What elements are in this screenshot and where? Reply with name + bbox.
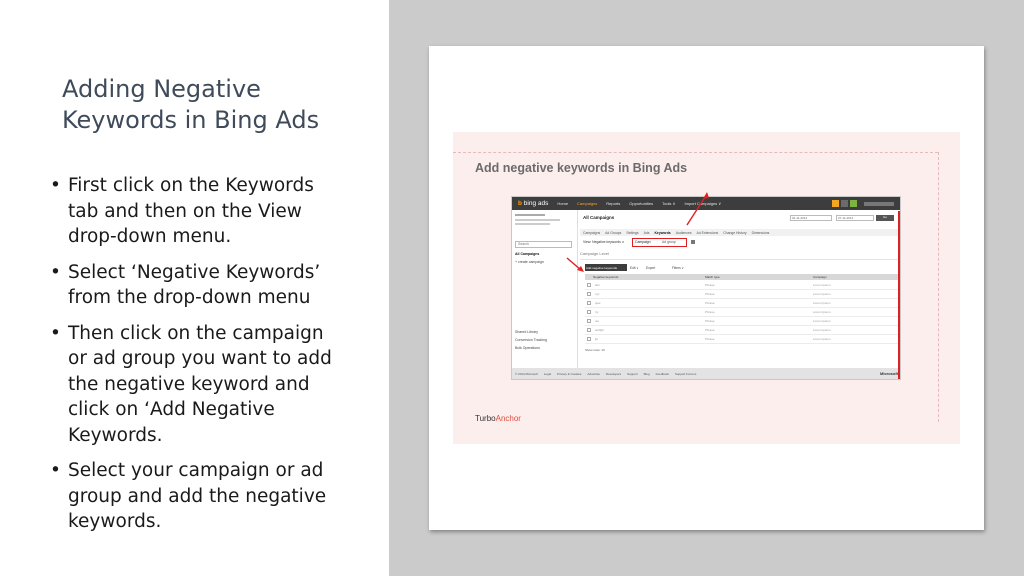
bing-logo-text: bing ads [523, 200, 549, 207]
bing-nav-reports: Reports [606, 201, 621, 206]
cell-keyword: asdfgh [595, 328, 605, 332]
bullet-dot-icon: • [50, 460, 61, 481]
edit-menu: Edit ∨ [630, 266, 639, 270]
cell-keyword: xyz [595, 292, 600, 296]
go-button: Go [876, 215, 894, 221]
bing-logo-mark: b [518, 200, 522, 207]
slide-title-line-2: Keywords in Bing Ads [62, 106, 320, 134]
turboanchor-logo [475, 414, 521, 423]
arrowhead-icon [703, 192, 709, 199]
tab-dimensions: Dimensions [751, 230, 770, 235]
figure-heading: Add negative keywords in Bing Ads [475, 161, 688, 175]
cell-match: Phrase [705, 292, 715, 296]
sidebar-all-campaigns: All Campaigns [515, 252, 540, 256]
bullet-text: Then click on the campaign or ad group you want to add the negative keyword and click on ‘Add Negative Keywords. [68, 322, 332, 446]
cell-keyword: rty [595, 310, 599, 314]
sidebar-bulk-operations: Bulk Operations [515, 346, 540, 350]
footer-link: Support [627, 372, 638, 376]
sidebar-conversion-tracking: Conversion Tracking [515, 338, 547, 342]
col-match-type: Match type [705, 275, 720, 279]
footer-link: Advertise [587, 372, 600, 376]
tab-ads: Ads [643, 230, 650, 235]
tab-keywords: Keywords [654, 230, 671, 235]
footer-link: Support Forums [674, 372, 697, 376]
add-negative-keywords-button: Add negative keywords [585, 264, 627, 271]
cell-campaign: Lorem Ipsum [813, 328, 831, 332]
footer-link: © 2014 Microsoft [515, 372, 538, 376]
tab-campaigns: Campaigns [583, 230, 601, 235]
cell-campaign: Lorem Ipsum [813, 319, 831, 323]
sidebar-create-campaign: + create campaign [515, 260, 544, 264]
bullet-text: First click on the Keywords tab and then on the View drop-down menu. [68, 175, 314, 247]
show-rows-select: Show rows: 10 [585, 348, 605, 352]
campaign-level-label: Campaign Level [580, 251, 609, 256]
cell-campaign: Lorem Ipsum [813, 310, 831, 314]
anchor-text: Anchor [495, 414, 521, 423]
cell-campaign: Lorem Ipsum [813, 292, 831, 296]
cell-match: Phrase [705, 283, 715, 287]
toggle-campaign: Campaign [635, 240, 651, 244]
bullet-dot-icon: • [50, 261, 61, 283]
cell-keyword: jkl [595, 337, 598, 341]
cell-match: Phrase [705, 328, 715, 332]
bing-nav-tools: Tools ∨ [662, 201, 676, 206]
tab-settings: Settings [626, 230, 639, 235]
cell-match: Phrase [705, 301, 715, 305]
footer-link: Legal [543, 372, 552, 376]
filters-menu: Filters ∨ [672, 266, 684, 270]
bullet-item [46, 321, 346, 449]
toggle-ad-group: Ad group [662, 240, 676, 244]
col-campaign: Campaign [813, 275, 827, 279]
cell-match: Phrase [705, 319, 715, 323]
tab-audiences: Audiences [675, 230, 692, 235]
bullet-item [46, 260, 346, 311]
figure-card [429, 46, 984, 530]
bing-nav-home: Home [557, 201, 569, 206]
bullet-dot-icon: • [50, 322, 61, 344]
export-button: Export [646, 266, 656, 270]
view-dropdown: View: Negative keywords ∨ [583, 240, 625, 244]
cell-campaign: Lorem Ipsum [813, 337, 831, 341]
col-negative-keywords: Negative keywords [593, 275, 619, 279]
footer-link: Blog [643, 372, 650, 376]
cell-match: Phrase [705, 337, 715, 341]
bing-nav-campaigns: Campaigns [577, 201, 598, 206]
slide-title [62, 74, 362, 136]
bullet-text: Select your campaign or ad group and add the negative keywords. [68, 460, 327, 532]
bullet-list [46, 173, 346, 545]
tab-ad-groups: Ad Groups [605, 230, 622, 235]
sidebar-search-input: Search [515, 241, 572, 248]
bullet-item [46, 458, 346, 535]
sidebar-shared-library: Shared Library [515, 330, 538, 334]
microsoft-logo: Microsoft [880, 371, 898, 376]
cell-campaign: Lorem Ipsum [813, 301, 831, 305]
tab-change-history: Change History [723, 230, 747, 235]
bing-page-title: All Campaigns [583, 215, 615, 220]
cell-keyword: abc [595, 283, 600, 287]
annotation-arrows [453, 132, 960, 444]
cell-keyword: uio [595, 319, 600, 323]
bullet-text: Select ‘Negative Keywords’ from the drop-down menu [68, 261, 321, 308]
tab-ad-extensions: Ad Extensions [696, 230, 719, 235]
cell-keyword: qwe [595, 301, 601, 305]
date-to-field: 27-11-2014 [836, 215, 874, 221]
date-from-field: 01-11-2014 [790, 215, 832, 221]
footer-link: Privacy & Cookies [557, 372, 582, 376]
turbo-text: Turbo [475, 414, 496, 423]
footer-link: Feedback [655, 372, 669, 376]
bing-nav-opportunities: Opportunities [629, 201, 654, 206]
bullet-dot-icon: • [50, 175, 61, 196]
slide-title-line-1: Adding Negative [62, 75, 261, 103]
footer-link: Developers [605, 372, 622, 376]
figure-background [453, 132, 960, 444]
text-panel [0, 0, 389, 576]
image-panel [389, 0, 1024, 576]
cell-campaign: Lorem Ipsum [813, 283, 831, 287]
bing-nav-import: Import Campaigns ∨ [684, 201, 722, 206]
cell-match: Phrase [705, 310, 715, 314]
bullet-item [46, 173, 346, 250]
